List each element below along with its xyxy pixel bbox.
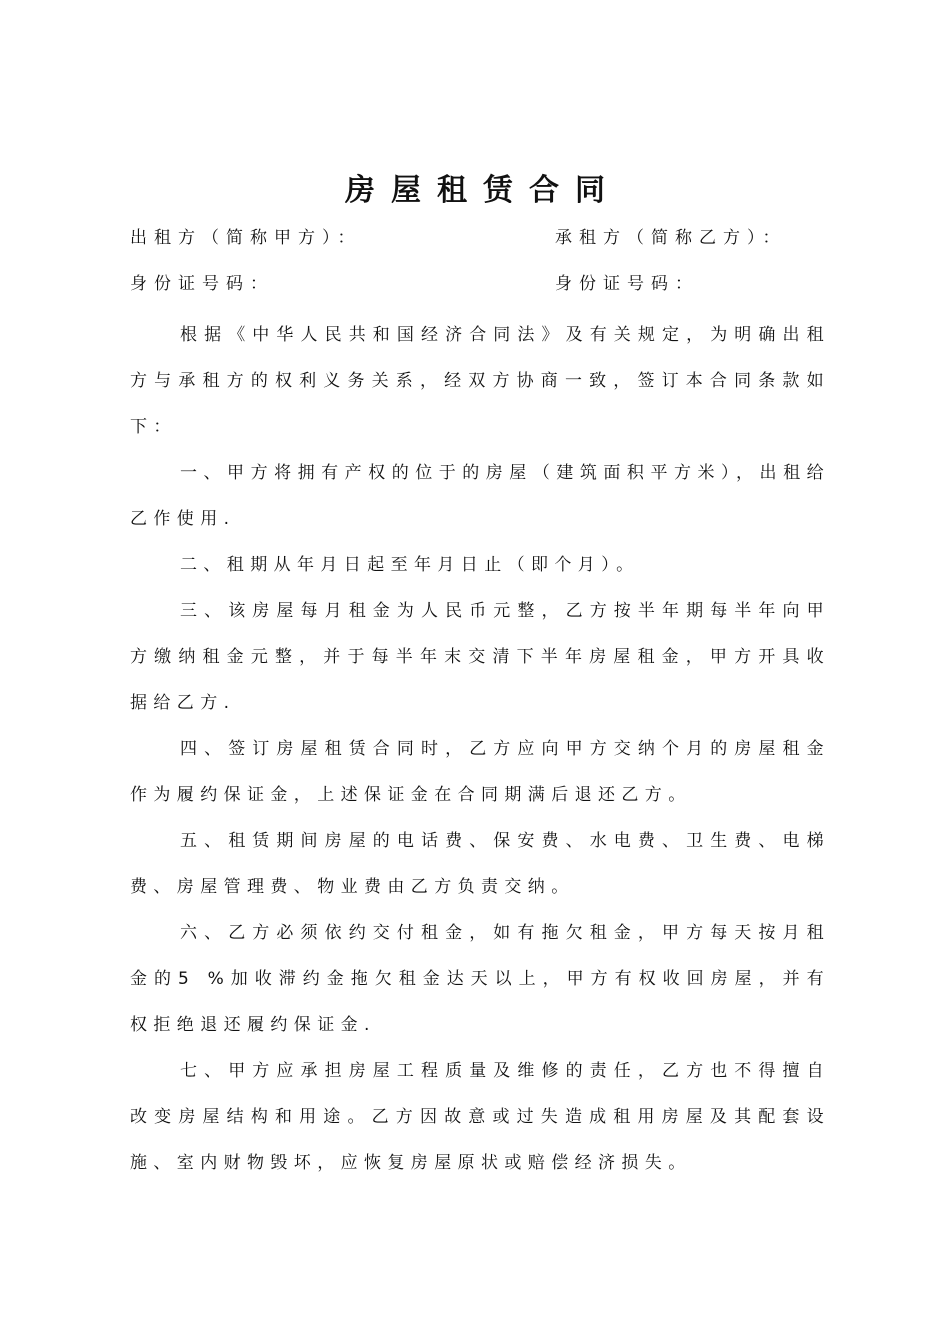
lessor-label: 出租方（简称甲方）：: [130, 228, 362, 248]
clause-1-paragraph: 一、甲方将拥有产权的位于的房屋（建筑面积平方米），出租给乙作使用.: [130, 463, 830, 529]
lessor-id-label: 身份证号码：: [130, 274, 274, 294]
clause-5-paragraph: 五、租赁期间房屋的电话费、保安费、水电费、卫生费、电梯费、房屋管理费、物业费由乙方负责交纳。: [130, 831, 830, 897]
clause-7-paragraph: 七、甲方应承担房屋工程质量及维修的责任，乙方也不得擅自改变房屋结构和用途。乙方因故意或过失造成租用房屋及其配套设施、室内财物毁坏，应恢复房屋原状或赔偿经济损失。: [130, 1061, 830, 1173]
preamble-paragraph: 根据《中华人民共和国经济合同法》及有关规定，为明确出租方与承租方的权利义务关系，经双方协商一致，签订本合同条款如下：: [130, 325, 830, 437]
clause-2-paragraph: 二、租期从年月日起至年月日止（即个月）。: [180, 555, 640, 575]
lessee-id-label: 身份证号码：: [555, 274, 699, 294]
clause-6-paragraph: 六、乙方必须依约交付租金，如有拖欠租金，甲方每天按月租金的5 %加收滞约金拖欠租金达天以上，甲方有权收回房屋，并有权拒绝退还履约保证金.: [130, 923, 830, 1035]
document-title: 房屋租赁合同: [345, 173, 621, 208]
clause-4-paragraph: 四、签订房屋租赁合同时，乙方应向甲方交纳个月的房屋租金作为履约保证金，上述保证金在合同期满后退还乙方。: [130, 739, 830, 805]
clause-3-paragraph: 三、该房屋每月租金为人民币元整，乙方按半年期每半年向甲方缴纳租金元整，并于每半年末交清下半年房屋租金，甲方开具收据给乙方.: [130, 601, 830, 713]
contract-body: [130, 312, 830, 1186]
lessee-label: 承租方（简称乙方）：: [555, 228, 787, 248]
